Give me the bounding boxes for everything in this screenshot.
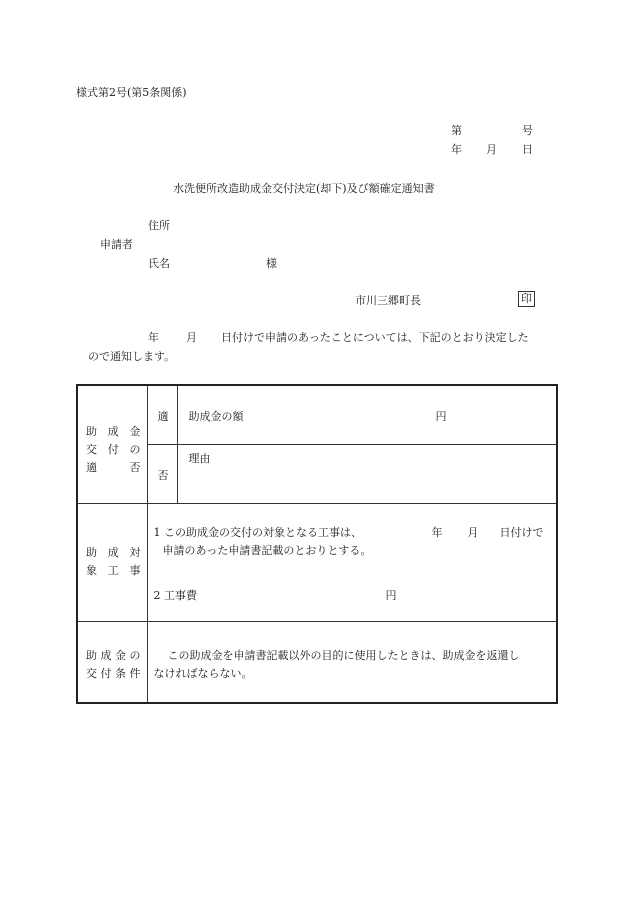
amount-cell	[177, 385, 557, 444]
decision-table	[76, 384, 558, 704]
body-line2: ので通知します。	[88, 350, 176, 363]
date-month: 月	[486, 143, 497, 156]
address-label: 住所	[148, 219, 170, 232]
name-label: 氏名	[148, 257, 170, 270]
condition-line2: なければならない。	[153, 666, 253, 680]
row1-label-line3: 適 否	[86, 461, 141, 474]
item1-suffix: 日付けで	[499, 525, 544, 539]
issuer-name: 市川三郷町長	[355, 294, 421, 307]
reason-label: 理由	[188, 451, 211, 465]
date-day: 日	[522, 143, 533, 156]
item1-prefix: 1 この助成金の交付の対象となる工事は、	[153, 525, 362, 539]
item1-line2: 申請のあった申請書記載のとおりとする。	[162, 543, 372, 557]
seal-text: 印	[518, 291, 535, 307]
body-year: 年	[148, 331, 159, 344]
form-number: 様式第2号(第5条関係)	[76, 86, 187, 99]
body-line1: 日付けで申請のあったことについては、下記のとおり決定した	[221, 331, 529, 344]
sama-label: 様	[266, 257, 277, 270]
row1-label-cell	[77, 385, 147, 503]
seal-mark	[518, 291, 535, 307]
document-title: 水洗便所改造助成金交付決定(却下)及び額確定通知書	[173, 182, 435, 195]
doc-no-go: 号	[522, 124, 533, 137]
row1-label-line1: 助 成 金	[86, 425, 141, 438]
applicant-label: 申請者	[100, 238, 133, 251]
amount-label: 助成金の額	[188, 410, 244, 423]
reason-cell	[177, 444, 557, 503]
doc-no-dai: 第	[451, 124, 462, 137]
row1-label-line2: 交 付 の	[86, 443, 141, 456]
item1-month: 月	[467, 525, 479, 539]
approve-mark-cell	[147, 385, 177, 444]
date-year: 年	[451, 143, 462, 156]
item1-year: 年	[431, 525, 443, 539]
row2-label-line1: 助 成 対	[86, 545, 141, 559]
item2-unit: 円	[385, 588, 397, 602]
row2-label-cell	[77, 503, 147, 621]
row2-label-line2: 象 工 事	[86, 563, 141, 577]
reject-mark-cell	[147, 444, 177, 503]
item2-label: 2 工事費	[153, 588, 197, 602]
row3-label-line1: 助 成 金 の	[86, 648, 141, 662]
row3-label-cell	[77, 621, 147, 703]
condition-cell	[147, 621, 557, 703]
row3-label-line2: 交 付 条 件	[86, 666, 141, 680]
amount-unit: 円	[435, 410, 447, 423]
body-month: 月	[186, 331, 197, 344]
reject-label: 否	[157, 468, 169, 482]
approve-label: 適	[157, 410, 169, 423]
condition-line1: この助成金を申請書記載以外の目的に使用したときは、助成金を返還し	[167, 648, 520, 662]
work-cell	[147, 503, 557, 621]
